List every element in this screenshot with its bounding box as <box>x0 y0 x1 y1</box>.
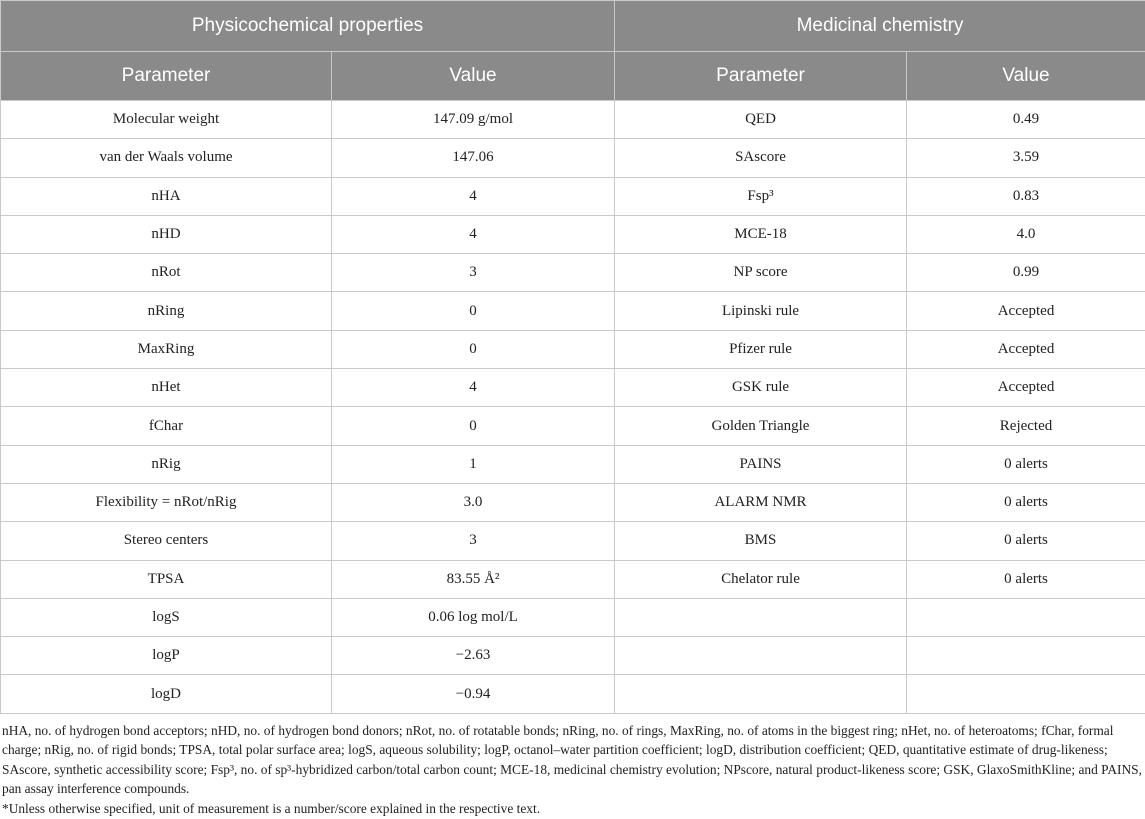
physchem-value-cell: 4 <box>332 369 615 407</box>
medchem-parameter-cell: MCE-18 <box>615 215 907 253</box>
table-row <box>1 445 1145 483</box>
physchem-parameter-cell: nRing <box>1 292 332 330</box>
medchem-parameter-cell <box>615 598 907 636</box>
column-header-row <box>1 52 1145 101</box>
medchem-parameter-cell: Pfizer rule <box>615 330 907 368</box>
medchem-parameter-cell: Golden Triangle <box>615 407 907 445</box>
physchem-value-cell: −2.63 <box>332 637 615 675</box>
table-row <box>1 560 1145 598</box>
medchem-value-cell: 0.83 <box>907 177 1145 215</box>
physchem-parameter-cell: Molecular weight <box>1 101 332 139</box>
physchem-parameter-cell: nRig <box>1 445 332 483</box>
physchem-parameter-cell: nHet <box>1 369 332 407</box>
medchem-parameter-cell: PAINS <box>615 445 907 483</box>
table-row <box>1 177 1145 215</box>
medchem-parameter-cell: SAscore <box>615 139 907 177</box>
medchem-value-cell: 0.99 <box>907 254 1145 292</box>
medchem-value-cell: 0 alerts <box>907 560 1145 598</box>
physchem-value-cell: 4 <box>332 177 615 215</box>
physchem-parameter-cell: TPSA <box>1 560 332 598</box>
physchem-parameter-cell: Stereo centers <box>1 522 332 560</box>
medchem-value-cell: Rejected <box>907 407 1145 445</box>
physchem-parameter-cell: Flexibility = nRot/nRig <box>1 483 332 521</box>
physchem-value-cell: 1 <box>332 445 615 483</box>
medchem-value-cell: 0 alerts <box>907 522 1145 560</box>
medchem-value-cell: 0 alerts <box>907 483 1145 521</box>
physchem-parameter-cell: MaxRing <box>1 330 332 368</box>
medchem-parameter-cell: NP score <box>615 254 907 292</box>
physchem-parameter-cell: nRot <box>1 254 332 292</box>
table-row <box>1 139 1145 177</box>
column-header-value: Value <box>332 52 615 101</box>
physchem-parameter-cell: van der Waals volume <box>1 139 332 177</box>
physchem-value-cell: 0 <box>332 407 615 445</box>
medchem-value-cell: 3.59 <box>907 139 1145 177</box>
column-header-value: Value <box>907 52 1145 101</box>
table-row <box>1 637 1145 675</box>
physchem-parameter-cell: logD <box>1 675 332 713</box>
medchem-value-cell: Accepted <box>907 330 1145 368</box>
physchem-parameter-cell: nHA <box>1 177 332 215</box>
physchem-value-cell: 0 <box>332 292 615 330</box>
medchem-parameter-cell: Chelator rule <box>615 560 907 598</box>
medchem-parameter-cell <box>615 675 907 713</box>
medchem-value-cell <box>907 598 1145 636</box>
medchem-parameter-cell: Lipinski rule <box>615 292 907 330</box>
physchem-value-cell: 147.06 <box>332 139 615 177</box>
physchem-value-cell: 3 <box>332 522 615 560</box>
table-row <box>1 483 1145 521</box>
medchem-parameter-cell: GSK rule <box>615 369 907 407</box>
table-row <box>1 522 1145 560</box>
column-header-parameter: Parameter <box>1 52 332 101</box>
table-row <box>1 330 1145 368</box>
medchem-value-cell: 4.0 <box>907 215 1145 253</box>
medchem-value-cell: 0.49 <box>907 101 1145 139</box>
table-row <box>1 101 1145 139</box>
physchem-value-cell: −0.94 <box>332 675 615 713</box>
table-row <box>1 598 1145 636</box>
column-header-parameter: Parameter <box>615 52 907 101</box>
abbreviations-footnote: nHA, no. of hydrogen bond acceptors; nHD, no. of hydrogen bond donors; nRot, no. of rotatable bonds; nRing, no. of rings, MaxRing, no. of atoms in the biggest ring; nHet, no. of heteroatoms; fChar, formal charge; nRig, no. of rigid bonds; TPSA, total polar surface area; logS, aqueous solubility; logP, octanol–water partition coefficient; logD, distribution coefficient; QED, quantitative estimate of drug-likeness; SAscore, synthetic accessibility score; Fsp³, no. of sp³-hybridized carbon/total carbon count; MCE-18, medicinal chemistry evolution; NPscore, natural product-likeness score; GSK, GlaxoSmithKline; and PAINS, pan assay interference compounds. <box>2 722 1142 797</box>
table-row <box>1 254 1145 292</box>
physchem-parameter-cell: fChar <box>1 407 332 445</box>
group-header-physicochemical: Physicochemical properties <box>1 1 615 52</box>
medchem-parameter-cell: BMS <box>615 522 907 560</box>
group-header-row <box>1 1 1145 52</box>
physchem-parameter-cell: nHD <box>1 215 332 253</box>
table-row <box>1 215 1145 253</box>
physchem-value-cell: 0.06 log mol/L <box>332 598 615 636</box>
table-row <box>1 292 1145 330</box>
physchem-parameter-cell: logS <box>1 598 332 636</box>
medchem-parameter-cell: QED <box>615 101 907 139</box>
physchem-value-cell: 0 <box>332 330 615 368</box>
physchem-value-cell: 3 <box>332 254 615 292</box>
physchem-value-cell: 83.55 Å² <box>332 560 615 598</box>
table-footnotes <box>0 714 1145 819</box>
medchem-value-cell <box>907 637 1145 675</box>
medchem-value-cell <box>907 675 1145 713</box>
unit-footnote: *Unless otherwise specified, unit of measurement is a number/score explained in the respective text. <box>2 800 541 816</box>
table-row <box>1 407 1145 445</box>
medchem-parameter-cell: Fsp³ <box>615 177 907 215</box>
medchem-value-cell: Accepted <box>907 369 1145 407</box>
table-row <box>1 369 1145 407</box>
physchem-value-cell: 4 <box>332 215 615 253</box>
physchem-value-cell: 147.09 g/mol <box>332 101 615 139</box>
table-row <box>1 675 1145 713</box>
physchem-value-cell: 3.0 <box>332 483 615 521</box>
physchem-parameter-cell: logP <box>1 637 332 675</box>
medchem-value-cell: Accepted <box>907 292 1145 330</box>
medchem-parameter-cell: ALARM NMR <box>615 483 907 521</box>
medchem-value-cell: 0 alerts <box>907 445 1145 483</box>
group-header-medicinal-chemistry: Medicinal chemistry <box>615 1 1145 52</box>
medchem-parameter-cell <box>615 637 907 675</box>
